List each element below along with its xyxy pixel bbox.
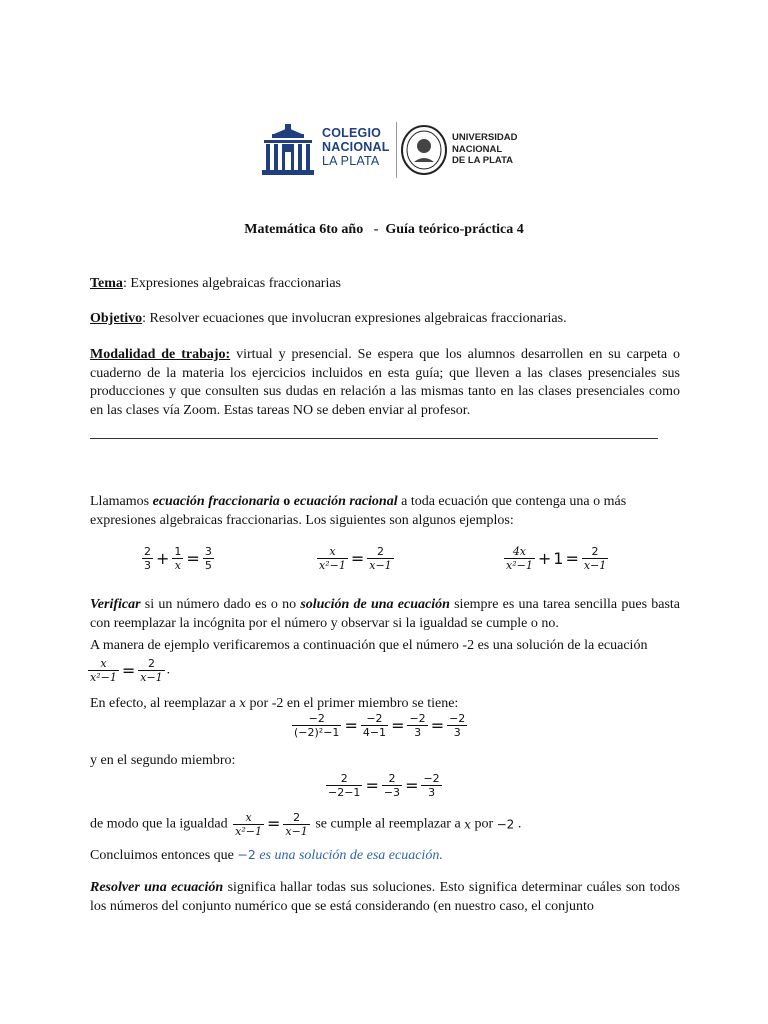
num: 2 bbox=[283, 811, 309, 825]
concluimos-line bbox=[90, 846, 680, 866]
term-solucion-ecuacion: solución de una ecuación bbox=[300, 597, 450, 612]
num: 2 bbox=[582, 545, 608, 559]
num: −2 bbox=[423, 772, 440, 785]
plus-sign: + bbox=[156, 549, 170, 568]
den: x−1 bbox=[583, 559, 607, 572]
unlp-line-1: UNIVERSIDAD bbox=[452, 132, 518, 143]
verificar-text-1: si un número dado es o no bbox=[140, 597, 301, 612]
term-ecuacion-fraccionaria: ecuación fraccionaria bbox=[152, 494, 280, 509]
unlp-line-3: DE LA PLATA bbox=[452, 155, 514, 166]
verificar-text-2: siempre es una tarea sencilla pues basta con reemplazar la incógnita por el número y observar si la igualdad se cumple o no. bbox=[90, 597, 681, 631]
var-x: x bbox=[239, 696, 247, 710]
num: x bbox=[233, 811, 264, 825]
intro-text-2: o bbox=[279, 494, 294, 509]
equals-sign: = bbox=[121, 661, 136, 680]
den: x−1 bbox=[369, 559, 392, 572]
equals-sign: = bbox=[365, 776, 379, 795]
equals-sign: = bbox=[344, 716, 358, 735]
num: 2 bbox=[144, 545, 151, 558]
verificar-paragraph bbox=[90, 596, 680, 633]
period: . bbox=[166, 662, 171, 678]
den: 5 bbox=[204, 559, 212, 572]
equals-sign: = bbox=[350, 549, 365, 568]
num: −2 bbox=[292, 712, 341, 726]
num: 2 bbox=[367, 545, 393, 559]
header-logos bbox=[260, 118, 520, 182]
den: x−1 bbox=[285, 825, 308, 838]
colegio-nacional-name bbox=[322, 126, 390, 168]
den: x²−1 bbox=[235, 825, 262, 838]
den: 3 bbox=[414, 726, 422, 739]
equals-sign: = bbox=[430, 716, 445, 735]
document-title: Matemática 6to año - Guía teórico-práctica 4 bbox=[244, 222, 524, 237]
value-minus-two: −2 bbox=[496, 817, 515, 832]
num: 2 bbox=[326, 772, 362, 786]
universidad-seal-logo bbox=[400, 124, 448, 176]
example-target-equation bbox=[86, 657, 170, 684]
den: −2−1 bbox=[328, 786, 361, 799]
term-verificar: Verificar bbox=[90, 597, 141, 612]
var-x: x bbox=[464, 817, 471, 832]
objetivo-text: : Resolver ecuaciones que involucran expresiones algebraicas fraccionarias. bbox=[142, 311, 567, 326]
efecto-text-2: por -2 en el primer miembro se tiene: bbox=[246, 696, 459, 711]
den: (−2)²−1 bbox=[294, 726, 340, 739]
den: x²−1 bbox=[319, 559, 346, 572]
segundo-line: y en el segundo miembro: bbox=[90, 753, 236, 768]
tema-text: : Expresiones algebraicas fraccionarias bbox=[122, 276, 341, 291]
num: −2 bbox=[409, 712, 426, 725]
ejemplo-line: A manera de ejemplo verificaremos a continuación que el número -2 es una solución de la ecuación bbox=[90, 638, 648, 653]
num: 4x bbox=[504, 545, 535, 559]
cnlp-line-1: COLEGIO bbox=[322, 126, 382, 140]
tema-label: Tema bbox=[90, 276, 123, 291]
value-minus-two: −2 bbox=[237, 847, 256, 862]
term-resolver-ecuacion: Resolver una ecuación bbox=[90, 880, 224, 895]
num: −2 bbox=[449, 712, 466, 725]
modo-text-2: se cumple al reemplazar a bbox=[311, 816, 465, 832]
universidad-name bbox=[452, 132, 517, 167]
den: x²−1 bbox=[90, 671, 117, 684]
num: 3 bbox=[204, 545, 212, 558]
modalidad-paragraph bbox=[90, 346, 680, 420]
den: x²−1 bbox=[506, 559, 533, 572]
modo-line bbox=[90, 811, 730, 838]
unlp-line-2: NACIONAL bbox=[452, 143, 503, 155]
equals-sign: = bbox=[266, 814, 281, 834]
resolver-paragraph bbox=[90, 879, 680, 916]
den: −3 bbox=[383, 786, 401, 799]
num: −2 bbox=[361, 712, 388, 726]
plus-sign: + bbox=[537, 549, 552, 568]
den: x bbox=[174, 559, 182, 572]
concluimos-text-1: Concluimos entonces que bbox=[90, 848, 238, 863]
num: 2 bbox=[382, 772, 402, 786]
resolver-text: significa hallar todas sus soluciones. Esto significa determinar cuáles son todos los números del conjunto numérico que se está considerando (en nuestro caso, el conjunto bbox=[90, 880, 680, 914]
first-member-computation bbox=[290, 712, 469, 739]
equals-sign: = bbox=[565, 549, 579, 568]
second-member-computation bbox=[324, 772, 444, 799]
objetivo-paragraph bbox=[90, 310, 680, 329]
num: x bbox=[88, 657, 119, 671]
num: 2 bbox=[138, 657, 164, 671]
term-ecuacion-racional: ecuación racional bbox=[293, 494, 398, 509]
separator-line bbox=[90, 438, 658, 439]
den: 3 bbox=[453, 726, 461, 739]
tema-paragraph bbox=[90, 275, 680, 294]
cnlp-line-2: NACIONAL bbox=[322, 140, 390, 154]
concluimos-text-2: es una solución de esa ecuación. bbox=[255, 848, 443, 863]
logo-divider bbox=[396, 122, 397, 178]
modo-text-3: por bbox=[470, 816, 497, 832]
intro-paragraph bbox=[90, 493, 680, 530]
num: 1 bbox=[174, 545, 182, 558]
cnlp-line-3: LA PLATA bbox=[322, 154, 380, 168]
example-equation-2 bbox=[315, 545, 396, 572]
example-equation-1 bbox=[140, 545, 216, 572]
efecto-text-1: En efecto, al reemplazar a bbox=[90, 696, 240, 711]
den: 3 bbox=[428, 786, 436, 799]
efecto-line bbox=[90, 694, 680, 714]
equals-sign: = bbox=[391, 716, 405, 735]
colegio-nacional-building-logo bbox=[260, 122, 316, 178]
den: 3 bbox=[144, 559, 151, 572]
intro-text-3: a toda ecuación que contenga una o más expresiones algebraicas fraccionarias. Los siguientes son algunos ejemplos: bbox=[90, 494, 627, 528]
modo-text-1: de modo que la igualdad bbox=[90, 816, 232, 832]
modo-text-4: . bbox=[514, 816, 522, 832]
num: x bbox=[317, 545, 348, 559]
one-term: 1 bbox=[553, 549, 564, 568]
equals-sign: = bbox=[405, 776, 419, 795]
equals-sign: = bbox=[186, 549, 200, 568]
den: x−1 bbox=[140, 671, 163, 684]
modalidad-label: Modalidad de trabajo: bbox=[90, 347, 231, 362]
objetivo-label: Objetivo bbox=[90, 311, 143, 326]
example-equation-3 bbox=[502, 545, 610, 572]
modalidad-text: virtual y presencial. Se espera que los alumnos desarrollen en su carpeta o cuaderno de la materia los ejercicios incluidos en esta guía; que lleven a las clases presenciales sus producciones y que consulten sus dudas en relación a las mismas tanto en las clases presenciales como en las clases vía Zoom. Estas tareas NO se deben enviar al profesor. bbox=[90, 347, 680, 418]
den: 4−1 bbox=[362, 726, 387, 739]
intro-text-1: Llamamos bbox=[90, 494, 153, 509]
